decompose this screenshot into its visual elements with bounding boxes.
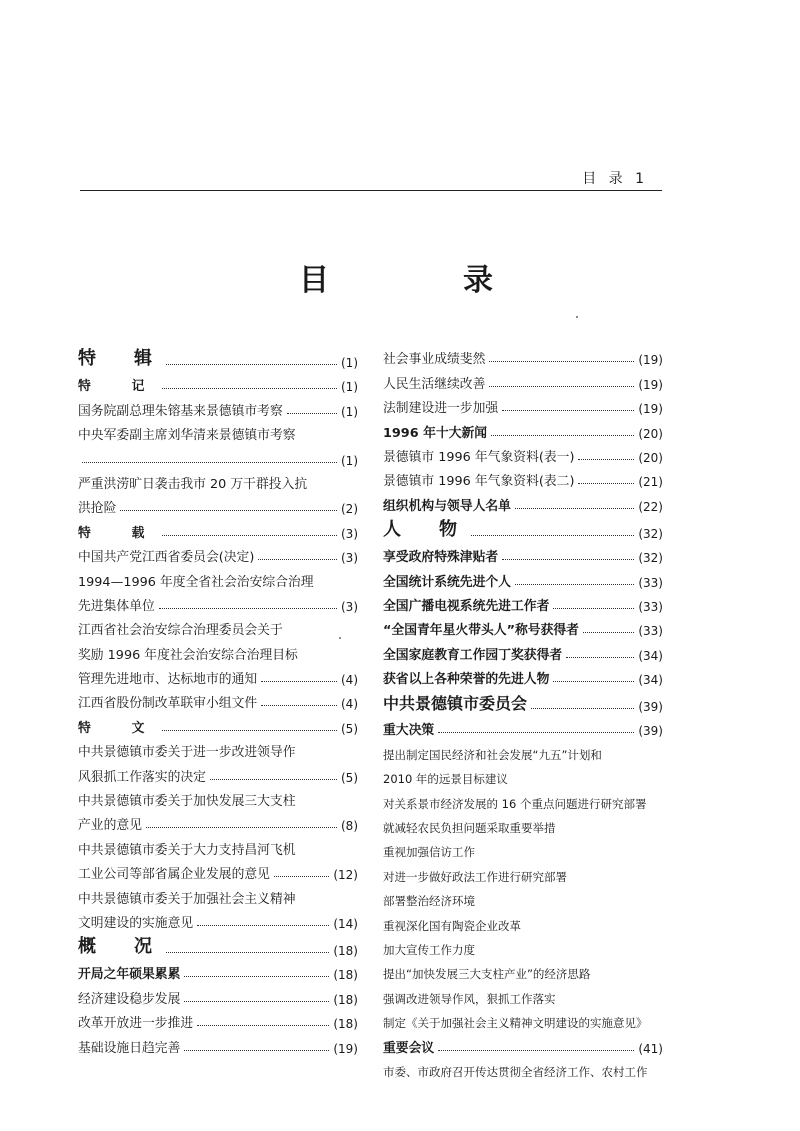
toc-entry [383,392,663,416]
toc-entry [383,738,663,762]
toc-entry-title: 经济建设稳步发展 [78,991,181,1007]
toc-entry-title: 特 载 [78,525,159,541]
toc-entry-title: 获省以上各种荣誉的先进人物 [383,672,550,688]
toc-entry-page: (22) [638,499,663,514]
toc-entry-page: (33) [638,599,663,614]
toc-entry-page: (21) [638,475,663,490]
toc-entry-page: (4) [341,673,358,688]
toc-entry-title: 全国广播电视系统先进工作者 [383,598,550,614]
toc-entry [78,343,358,370]
toc-entry-title: 1996 年十大新闻 [383,425,488,441]
dot-leader [438,1050,634,1051]
dot-leader [553,681,634,682]
toc-entry-title: 中共景德镇市委关于进一步改进领导作 [78,745,296,761]
toc-entry-page: (8) [341,819,358,834]
toc-entry [383,514,663,541]
toc-entry-title: 管理先进地市、达标地市的通知 [78,672,258,688]
toc-entry [383,343,663,367]
toc-entry-title: 中共景德镇市委关于大力支持昌河飞机 [78,842,296,858]
toc-entry-title: 重大决策 [383,723,435,739]
dot-leader [162,388,337,389]
toc-entry-page: (19) [638,402,663,417]
toc-entry [383,614,663,638]
toc-entry [383,934,663,958]
toc-entry [383,982,663,1006]
toc-entry [383,763,663,787]
toc-entry-page: (18) [333,968,358,983]
dot-leader [184,1001,329,1002]
toc-entry-page: (19) [333,1041,358,1056]
toc-entry [383,909,663,933]
toc-entry [78,443,358,467]
dot-leader [197,1025,329,1026]
toc-entry-title: 景德镇市 1996 年气象资料(表二) [383,474,575,490]
toc-entry [78,809,358,833]
toc-entry-title: 法制建设进一步加强 [383,401,499,417]
toc-entry-page: (5) [341,721,358,736]
toc-entry [383,1056,663,1080]
toc-entry-title: 制定《关于加强社会主义精神文明建设的实施意见》 [383,1016,648,1031]
toc-entry-title: 人 物 [383,518,467,540]
toc-entry-page: (4) [341,697,358,712]
toc-entry [383,663,663,687]
dot-leader [578,483,634,484]
toc-entry-title: 人民生活继续改善 [383,376,486,392]
toc-entry [383,489,663,513]
toc-entry [383,638,663,662]
toc-entry-title: 中央军委副主席刘华清来景德镇市考察 [78,428,296,444]
dot-leader [274,876,329,877]
toc-entry-page: (2) [341,502,358,517]
toc-entry-page: (1) [341,404,358,419]
toc-entry-page: (3) [341,526,358,541]
toc-entry [78,833,358,857]
toc-left-column [78,343,358,1056]
dot-leader [491,435,634,436]
dot-leader [553,608,634,609]
toc-entry-title: 重视加强信访工作 [383,845,475,860]
toc-entry-title: 全国家庭教育工作园丁奖获得者 [383,647,563,663]
dot-leader [489,361,634,362]
toc-entry-title: 强调改进领导作风，狠抓工作落实 [383,991,556,1006]
toc-entry [78,736,358,760]
toc-entry-title: 对关系景市经济发展的 16 个重点问题进行研究部署 [383,796,647,811]
toc-entry-page: (19) [638,353,663,368]
toc-entry-title: 江西省社会治安综合治理委员会关于 [78,623,283,639]
toc-entry-title: 重视深化国有陶瓷企业改革 [383,918,521,933]
dot-leader [162,730,337,731]
running-head [80,166,662,191]
toc-entry-title: 加大宣传工作力度 [383,942,475,957]
toc-entry-title: 洪抢险 [78,501,117,517]
toc-entry-title: 景德镇市 1996 年气象资料(表一) [383,449,575,465]
toc-entry-page: (34) [638,673,663,688]
toc-entry-page: (33) [638,575,663,590]
toc-entry [383,885,663,909]
toc-entry [78,590,358,614]
toc-entry [78,663,358,687]
toc-entry [78,419,358,443]
toc-entry [78,858,358,882]
toc-entry-page: (20) [638,450,663,465]
toc-entry-page: (14) [333,916,358,931]
toc-entry-title: 全国统计系统先进个人 [383,574,511,590]
dot-leader [515,508,634,509]
toc-entry-page: (18) [333,943,358,958]
toc-entry-page: (34) [638,648,663,663]
dot-leader [566,657,634,658]
toc-entry [383,787,663,811]
toc-entry-page: (39) [638,724,663,739]
toc-entry-title: 中共景德镇市委关于加强社会主义精神 [78,891,296,907]
toc-entry [78,1031,358,1055]
toc-entry [383,687,663,714]
toc-entry [78,468,358,492]
toc-entry-page: (32) [638,526,663,541]
toc-entry-title: 就减轻农民负担问题采取重要举措 [383,821,556,836]
toc-entry [78,982,358,1006]
dot-leader [287,413,337,414]
dot-leader [438,732,634,733]
toc-entry [78,958,358,982]
toc-entry [383,812,663,836]
toc-entry [383,465,663,489]
running-head-text: 目 录 1 [582,171,648,187]
dot-leader [531,708,634,709]
toc-entry-title: 奖励 1996 年度社会治安综合治理目标 [78,647,298,663]
toc-entry-title: 提出“加快发展三大支柱产业”的经济思路 [383,967,591,982]
toc-entry-page: (3) [341,599,358,614]
toc-entry [78,492,358,516]
toc-entry-title: 享受政府特殊津贴者 [383,550,499,566]
toc-entry [383,860,663,884]
toc-entry [383,541,663,565]
toc-entry-page: (20) [638,426,663,441]
dot-leader [184,1050,329,1051]
toc-entry-page: (18) [333,992,358,1007]
dot-leader [162,535,337,536]
toc-entry-page: (18) [333,1017,358,1032]
toc-entry [383,1007,663,1031]
toc-entry-title: 1994—1996 年度全省社会治安综合治理 [78,574,314,590]
toc-entry-title: 社会事业成绩斐然 [383,352,486,368]
toc-entry [383,836,663,860]
toc-entry-title: 江西省股份制改革联审小组文件 [78,696,258,712]
dot-leader [583,632,634,633]
dot-leader [166,952,329,953]
toc-entry-title: 改革开放进一步推进 [78,1016,194,1032]
toc-entry [383,714,663,738]
dot-leader [502,410,634,411]
dot-leader [184,976,329,977]
toc-entry-title: 中共景德镇市委关于加快发展三大支柱 [78,794,296,810]
toc-entry [78,931,358,958]
dot-leader [515,584,634,585]
toc-entry [78,882,358,906]
toc-entry-title: 开局之年硕果累累 [78,967,181,983]
toc-entry-title: 提出制定国民经济和社会发展“九五”计划和 [383,747,602,762]
toc-entry-page: (19) [638,377,663,392]
dot-leader [489,386,634,387]
toc-entry-page: (5) [341,770,358,785]
toc-entry-title: 工业公司等部省属企业发展的意见 [78,867,270,883]
toc-entry-title: 中国共产党江西省委员会(决定) [78,550,255,566]
dot-leader [471,535,634,536]
toc-entry [383,367,663,391]
dot-leader [258,559,337,560]
toc-entry [78,541,358,565]
toc-entry-title: 特 辑 [78,348,162,369]
toc-entry-page: (32) [638,551,663,566]
toc-entry [78,1007,358,1031]
toc-entry-title: 中共景德镇市委员会 [383,694,528,714]
dot-leader [502,559,634,560]
toc-entry-page: (1) [341,380,358,395]
toc-entry [78,638,358,662]
toc-entry [78,760,358,784]
toc-entry-page: (41) [638,1041,663,1056]
toc-entry-title: 产业的意见 [78,818,142,834]
dot-leader [146,827,337,828]
dot-leader [197,925,329,926]
toc-entry-title: 国务院副总理朱镕基来景德镇市考察 [78,403,283,419]
toc-entry [383,565,663,589]
toc-entry [78,687,358,711]
toc-entry [78,516,358,540]
toc-entry-title: 市委、市政府召开传达贯彻全省经济工作、农村工作 [383,1064,648,1079]
dot-leader [82,462,337,463]
toc-entry-page: (39) [638,700,663,715]
toc-entry [78,370,358,394]
toc-entry-title: 对进一步做好政法工作进行研究部署 [383,869,567,884]
toc-entry-title: 特 文 [78,720,159,736]
toc-entry [383,590,663,614]
toc-entry-title: 文明建设的实施意见 [78,915,194,931]
dot-leader [166,364,337,365]
toc-entry [78,785,358,809]
toc-entry-page: (1) [341,453,358,468]
print-speck [339,637,341,639]
print-speck [576,316,578,318]
toc-entry [78,711,358,735]
toc-entry [78,565,358,589]
dot-leader [120,510,337,511]
toc-entry-page: (1) [341,356,358,370]
toc-entry-page: (3) [341,551,358,566]
toc-entry-title: 先进集体单位 [78,598,155,614]
toc-entry [383,441,663,465]
toc-entry [383,416,663,440]
toc-entry-title: 特 记 [78,379,159,395]
toc-entry [383,958,663,982]
toc-entry-title: 部署整治经济环境 [383,894,475,909]
dot-leader [210,779,337,780]
toc-entry-page: (33) [638,624,663,639]
dot-leader [159,608,337,609]
toc-entry [78,614,358,638]
toc-entry-title: 组织机构与领导人名单 [383,498,511,514]
page-title: 目 录 [299,263,545,298]
dot-leader [261,705,337,706]
toc-entry-title: “全国青年星火带头人”称号获得者 [383,623,579,639]
toc-right-column [383,343,663,1080]
toc-entry [78,394,358,418]
toc-entry-page: (12) [333,868,358,883]
toc-entry [383,1031,663,1055]
dot-leader [261,681,337,682]
toc-entry-title: 严重洪涝旷日袭击我市 20 万干群投入抗 [78,476,308,492]
toc-entry-title: 重要会议 [383,1040,435,1056]
dot-leader [578,459,634,460]
toc-entry [78,907,358,931]
toc-entry-title: 基础设施日趋完善 [78,1040,181,1056]
toc-entry-title: 概 况 [78,935,162,957]
toc-entry-title: 2010 年的远景目标建议 [383,772,508,787]
toc-entry-title: 风狠抓工作落实的决定 [78,769,206,785]
